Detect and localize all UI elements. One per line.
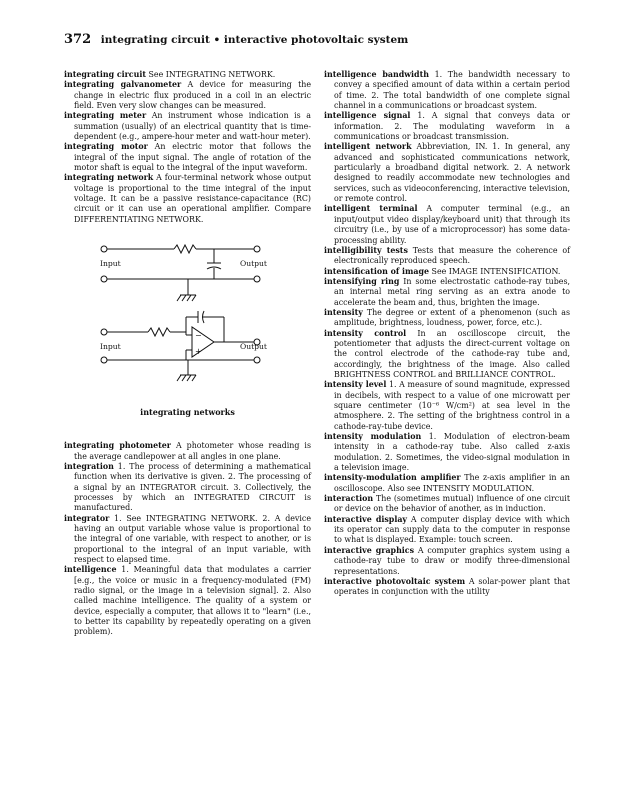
dictionary-entry — [64, 80, 311, 111]
entry-term: integrating motor — [64, 142, 148, 152]
entry-term: intensifying ring — [324, 276, 400, 286]
dictionary-entry — [64, 111, 311, 142]
bottom-output-label: Output — [240, 342, 267, 352]
entry-definition: 1. Modulation of electron-beam intensity in a cathode-ray tube. Also called z-axis modulation. 2. Sometimes, the video-signal modulation in a television image. — [334, 432, 570, 473]
entry-definition: The (sometimes mutual) influence of one circuit or device on the behavior of another, as in induction. — [334, 494, 570, 514]
entry-definition: A computer terminal (e.g., an input/output video display/keyboard unit) that through its circuitry (i.e., by use of a microprocessor) has some data-processing ability. — [334, 204, 570, 245]
entry-term: interactive display — [324, 514, 408, 524]
svg-text:+: + — [195, 347, 202, 357]
entry-definition: Tests that measure the coherence of electronically reproduced speech. — [334, 245, 570, 266]
integrating-networks-figure — [64, 235, 311, 425]
dictionary-entry — [324, 70, 570, 111]
entry-definition: 1. See INTEGRATING NETWORK. 2. A device having an output variable whose value is proportional to the integral of one variable, with respect to another, or is proportional to the integral of an input variable, with respect to elapsed time. — [74, 513, 311, 564]
entry-term: intensification of image — [324, 266, 430, 276]
entry-term: intelligent terminal — [324, 204, 418, 214]
dictionary-entry — [64, 70, 311, 80]
dictionary-entry — [64, 173, 311, 225]
entry-term: interaction — [324, 494, 374, 504]
entry-term: intensity-modulation amplifier — [324, 473, 461, 483]
entry-definition: A computer graphics system using a cathode-ray tube to draw or modify three-dimensional representations. — [334, 545, 570, 576]
entry-definition: 1. A signal that conveys data or information. 2. The modulating waveform in a communications or broadcast transmission. — [334, 111, 571, 142]
dictionary-entry — [324, 577, 570, 598]
entry-term: intensity level — [324, 380, 387, 390]
dictionary-entry — [324, 515, 570, 546]
entry-definition: An instrument whose indication is a summation (usually) of an electrical quantity that is time-dependent (e.g., ampere-hour meter and watt-hour meter). — [74, 111, 312, 142]
dictionary-entry — [64, 462, 311, 514]
left-entries-bottom — [64, 441, 311, 638]
dictionary-entry — [324, 111, 570, 142]
entry-term: intelligence — [64, 565, 117, 575]
entry-definition: 1. A measure of sound magnitude, expressed in decibels, with respect to a value of one microwatt per square centimeter (10⁻⁶ W/cm²) at sea level in the atmosphere. 2. The setting of the brightness control in a cathode-ray-tube device. — [334, 380, 570, 431]
entry-term: integrating circuit — [64, 70, 146, 79]
entry-term: integrating galvanometer — [64, 80, 182, 90]
entry-definition: 1. Meaningful data that modulates a carrier [e.g., the voice or music in a frequency-modulated (FM) radio signal, or the image in a television signal]. 2. Also called machine intelligence. The quality of a system or device, especially a computer, that allows it to "learn" (i.e., to better its capability by repeatedly operating on a given problem). — [74, 565, 311, 637]
dictionary-entry — [324, 473, 570, 494]
entry-term: integrator — [64, 513, 110, 523]
entry-definition: An electric motor that follows the integral of the input signal. The angle of rotation of the motor shaft is equal to the integral of the input waveform. — [74, 142, 311, 173]
dictionary-entry — [64, 565, 311, 637]
entry-definition: See IMAGE INTENSIFICATION. — [429, 266, 561, 276]
entry-term: integrating photometer — [64, 441, 171, 451]
dictionary-entry — [324, 546, 570, 577]
entry-definition: The z-axis amplifier in an oscilloscope. Also see INTENSITY MODULATION. — [334, 473, 570, 493]
figure-caption: integrating networks — [140, 407, 235, 418]
dictionary-entry — [324, 432, 570, 473]
entry-definition: 1. The bandwidth necessary to convey a specified amount of data within a certain period of time. 2. The total bandwidth of one complete signal channel in a communications or broadcast system. — [334, 70, 570, 111]
entry-term: intelligence bandwidth — [324, 70, 429, 79]
entry-definition: A photometer whose reading is the average candlepower at all angles in one plane. — [74, 441, 311, 461]
entry-definition: See INTEGRATING NETWORK. — [145, 70, 276, 79]
entry-term: interactive graphics — [324, 545, 415, 555]
entry-term: intensity control — [324, 328, 407, 338]
entry-definition: A computer display device with which its operator can supply data to the computer in response to what is displayed. Example: touch screen. — [334, 514, 570, 545]
entry-definition: Abbreviation, IN. 1. In general, any advanced and sophisticated communications network, particularly a broadband digital network. 2. A network designed to readily accommodate new technologies and services, such as videoconferencing, interactive television, or remote control. — [334, 142, 571, 204]
top-output-label: Output — [240, 259, 267, 269]
dictionary-entry — [64, 142, 311, 173]
right-column — [324, 70, 570, 598]
page-number: 372 — [64, 32, 92, 47]
entry-term: integrating network — [64, 173, 154, 183]
entry-term: intelligent network — [324, 142, 412, 152]
dictionary-entry — [324, 380, 570, 432]
dictionary-entry — [324, 494, 570, 515]
running-header — [64, 32, 408, 47]
entry-definition: In some electrostatic cathode-ray tubes, an internal metal ring serving as an extra anode to accelerate the beam and, thus, brighten the image. — [334, 276, 570, 307]
left-entries-top — [64, 70, 311, 225]
entry-definition: The degree or extent of a phenomenon (such as amplitude, brightness, loudness, power, force, etc.). — [334, 307, 570, 328]
entry-definition: A device for measuring the change in electric flux produced in a coil in an electric field. Even very slow changes can be measured. — [74, 80, 311, 111]
dictionary-entry — [324, 277, 570, 308]
entry-definition: 1. The process of determining a mathematical function when its derivative is given. 2. The processing of a signal by an INTEGRATOR circuit. 3. Collectively, the processes by which an INTEGRATED CIRCUIT is manufactured. — [74, 461, 311, 513]
entry-term: integration — [64, 461, 114, 471]
dictionary-entry — [64, 441, 311, 462]
dictionary-entry — [324, 329, 570, 381]
dictionary-entry — [324, 204, 570, 245]
dictionary-entry — [324, 308, 570, 329]
svg-text:−: − — [195, 331, 202, 341]
entry-definition: A solar-power plant that operates in conjunction with the utility — [334, 576, 571, 597]
right-entries — [324, 70, 570, 598]
dictionary-entry — [324, 142, 570, 204]
running-title: integrating circuit • interactive photovoltaic system — [100, 34, 409, 46]
dictionary-entry — [324, 246, 570, 267]
entry-term: integrating meter — [64, 111, 147, 121]
terminal-circle — [101, 246, 107, 252]
entry-definition: In an oscilloscope circuit, the potentiometer that adjusts the direct-current voltage on the control electrode of the cathode-ray tube and, accordingly, the brightness of the image. Also called BRIGHTNESS CONTROL and BRILLIANCE CONTROL. — [334, 328, 570, 379]
entry-definition: A four-terminal network whose output voltage is proportional to the time integral of the input voltage. It can be a passive resistance-capacitance (RC) circuit or it can use an operational amplifier. Compare DIFFERENTIATING NETWORK. — [74, 173, 312, 224]
dictionary-entry — [64, 514, 311, 566]
dictionary-entry — [324, 267, 570, 277]
entry-term: interactive photovoltaic system — [324, 576, 466, 586]
top-input-label: Input — [100, 259, 121, 269]
entry-term: intensity modulation — [324, 432, 422, 442]
bottom-input-label: Input — [100, 342, 121, 352]
left-column — [64, 70, 311, 638]
entry-term: intelligence signal — [324, 111, 411, 121]
entry-term: intensity — [324, 307, 363, 317]
entry-term: intelligibility tests — [324, 245, 408, 255]
